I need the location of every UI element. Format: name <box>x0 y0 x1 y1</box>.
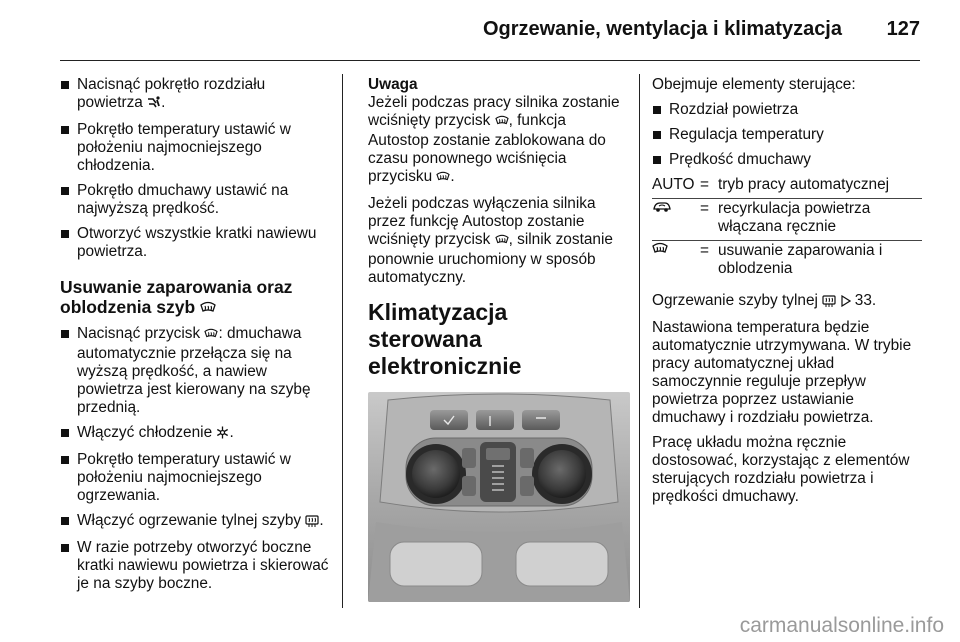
front-defrost-icon <box>200 299 216 319</box>
airflow-windshield-feet-icon <box>147 96 161 114</box>
page-title: Ogrzewanie, wentylacja i klimatyzacja <box>482 18 842 40</box>
rear-window-heat-icon <box>822 294 836 312</box>
front-defrost-icon <box>436 170 450 188</box>
list-item: Nacisnąć przycisk : dmuchawa automatycznie przełącza się na wyższą prędkość, a nawiew powietrza jest kierowany na szybę przednią. <box>60 325 330 417</box>
def-text: recyrkulacja powietrza włączana ręcznie <box>718 199 922 241</box>
list-item: Włączyć ogrzewanie tylnej szyby . <box>60 512 330 532</box>
page-number: 127 <box>886 18 920 40</box>
recirculation-car-icon <box>652 199 700 241</box>
front-defrost-icon <box>204 327 218 345</box>
def-eq: = <box>700 241 718 283</box>
table-row <box>652 176 922 199</box>
table-row <box>652 241 922 283</box>
front-defrost-icon <box>495 114 509 132</box>
def-text: usuwanie zaparowania i oblodzenia <box>718 241 922 283</box>
list-item: Otworzyć wszystkie kratki nawiewu powietrza. <box>60 225 330 261</box>
list-item: Pokrętło dmuchawy ustawić na najwyższą prędkość. <box>60 182 330 218</box>
rear-window-paragraph: Ogrzewanie szyby tylnej 33. <box>652 292 922 312</box>
def-eq: = <box>700 176 709 193</box>
list-item: Nacisnąć pokrętło rozdziału powietrza . <box>60 76 330 114</box>
controls-definition-table <box>652 176 922 282</box>
snowflake-icon <box>216 426 229 444</box>
column-2 <box>368 76 626 602</box>
page-header <box>0 0 960 60</box>
climate-control-panel-photo <box>368 392 630 602</box>
list-item: Prędkość dmuchawy <box>652 151 922 169</box>
list-item: W razie potrzeby otworzyć boczne kratki nawiewu powietrza i skierować je na szyby boczne. <box>60 539 330 593</box>
def-key: AUTO <box>652 176 695 193</box>
section-subheading: Usuwanie zaparowania oraz oblodzenia szyb <box>60 277 293 317</box>
page-reference[interactable]: 33. <box>854 292 877 309</box>
paragraph: Nastawiona temperatura będzie automatycznie utrzymywana. W trybie pracy automatycznej układ samoczynnie reguluje przepływ powietrza poprzez ustawianie dmuchawy i rozdziału powietrza. <box>652 319 912 426</box>
watermark: carmanualsonline.info <box>739 614 944 637</box>
header-rule <box>60 60 920 61</box>
column-3 <box>652 76 922 513</box>
note-heading: Uwaga <box>368 76 418 93</box>
list-item: Regulacja temperatury <box>652 126 922 144</box>
def-eq: = <box>700 199 718 241</box>
table-row <box>652 199 922 241</box>
column-divider-left <box>342 74 343 608</box>
list-item: Włączyć chłodzenie . <box>60 424 330 444</box>
note-paragraph: Jeżeli podczas pracy silnika zostanie wciśnięty przycisk , funkcja Autostop zostanie zablokowana do czasu ponownego wciśnięcia przycisku . <box>368 94 626 188</box>
page-reference-arrow-icon <box>841 294 851 312</box>
column-1 <box>60 76 330 600</box>
front-defrost-icon <box>495 233 509 251</box>
list-item: Pokrętło temperatury ustawić w położeniu najmocniejszego chłodzenia. <box>60 121 330 175</box>
note-paragraph: Jeżeli podczas wyłączenia silnika przez funkcję Autostop zostanie wciśnięty przycisk , silnik zostanie ponownie uruchomiony w sposób automatyczny. <box>368 195 613 286</box>
def-text: tryb pracy automatycznej <box>718 176 890 193</box>
intro-text: Obejmuje elementy sterujące: <box>652 76 856 93</box>
paragraph: Pracę układu można ręcznie dostosować, korzystając z elementów sterujących rozdziału powietrza i prędkości dmuchawy. <box>652 434 910 505</box>
list-item: Pokrętło temperatury ustawić w położeniu najmocniejszego ogrzewania. <box>60 451 330 505</box>
column-divider-right <box>639 74 640 608</box>
section-title: Klimatyzacja sterowana elektronicznie <box>368 299 522 379</box>
list-item: Rozdział powietrza <box>652 101 922 119</box>
front-defrost-icon <box>652 241 700 283</box>
rear-window-heat-icon <box>305 514 319 532</box>
